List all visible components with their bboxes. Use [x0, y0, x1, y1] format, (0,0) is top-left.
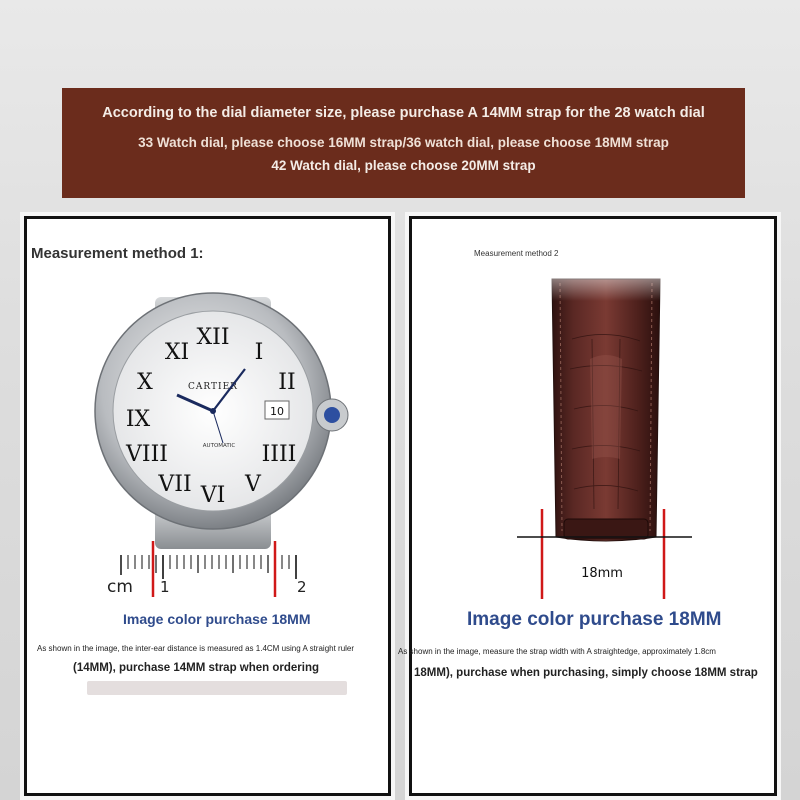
method-1-caption: Image color purchase 18MM	[123, 611, 311, 627]
svg-text:XII: XII	[196, 325, 230, 350]
ruler-unit: cm	[107, 577, 133, 597]
method-1-instruction: (14MM), purchase 14MM strap when ordering	[73, 662, 320, 674]
blurred-strip	[87, 681, 347, 695]
watch-illustration	[27, 219, 394, 599]
method-2-caption: Image color purchase 18MM	[467, 609, 722, 630]
banner-line-2: 33 Watch dial, please choose 16MM strap/36 watch dial, please choose 18MM strap	[138, 135, 669, 150]
method-1-title: Measurement method 1:	[31, 245, 204, 262]
ruler	[121, 555, 296, 579]
svg-text:X: X	[137, 370, 153, 395]
watch-movement: AUTOMATIC	[202, 443, 236, 449]
ruler-mark-1: 1	[160, 578, 170, 596]
strap-end	[564, 519, 648, 539]
svg-text:II: II	[278, 370, 296, 395]
method-2-note: As shown in the image, measure the strap width with A straightedge, approximately 1.8cm	[398, 647, 716, 656]
banner-line-1: According to the dial diameter size, please purchase A 14MM strap for the 28 watch dial	[102, 105, 705, 121]
svg-text:IIII: IIII	[261, 442, 297, 467]
measurement-method-1-panel	[24, 216, 391, 796]
strap-illustration	[412, 219, 780, 599]
method-2-title: Measurement method 2	[474, 249, 559, 258]
strap-width-label: 18mm	[581, 566, 623, 581]
info-banner	[62, 88, 745, 198]
svg-text:XI: XI	[164, 340, 190, 365]
measurement-method-2-panel	[398, 216, 777, 796]
svg-text:VIII: VIII	[126, 442, 168, 467]
svg-text:VI: VI	[200, 483, 226, 508]
method-1-note: As shown in the image, the inter-ear distance is measured as 1.4CM using A straight ruler	[37, 644, 355, 653]
date-value: 10	[270, 405, 284, 418]
svg-text:I: I	[254, 340, 264, 365]
method-2-instruction: 18MM), purchase when purchasing, simply choose 18MM strap	[414, 667, 758, 679]
svg-text:VII: VII	[158, 472, 192, 497]
banner-line-3: 42 Watch dial, please choose 20MM strap	[271, 158, 536, 173]
svg-text:V: V	[245, 472, 261, 497]
ruler-mark-2: 2	[297, 578, 307, 596]
svg-text:IX: IX	[125, 407, 151, 432]
watch-brand: CARTIER	[188, 382, 238, 392]
